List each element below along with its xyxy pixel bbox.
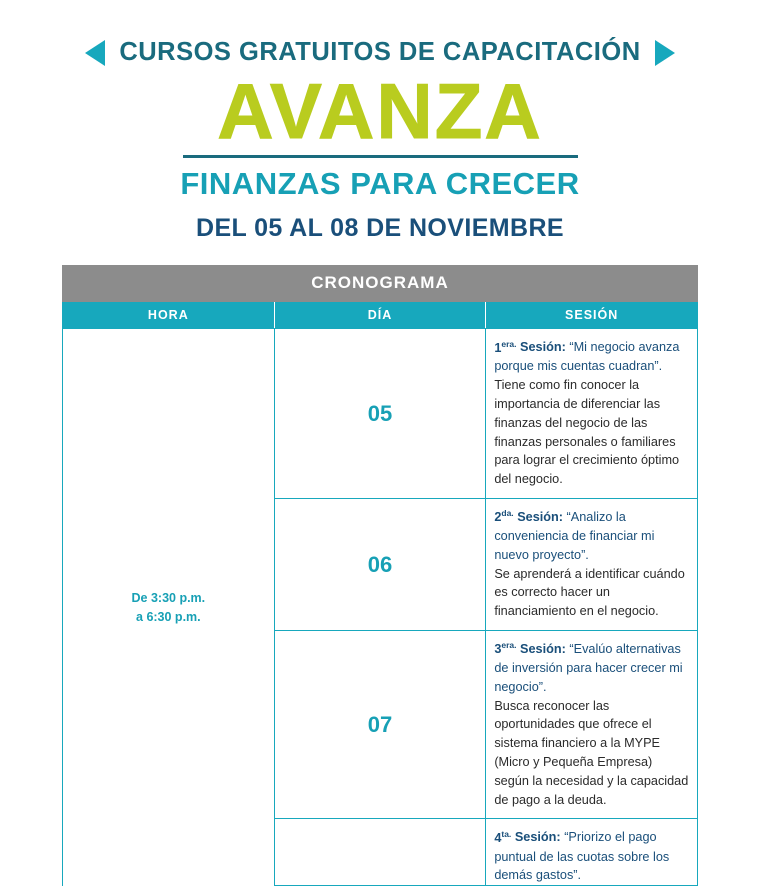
column-header-hora: HORA [63, 302, 275, 329]
dia-cell: 07 [274, 631, 486, 819]
table-banner-label: CRONOGRAMA [63, 266, 698, 302]
sesion-quote: “Evalúo alternativas de inversión para hacer crecer mi negocio”. [494, 642, 683, 694]
sesion-description: Tiene como fin conocer la importancia de diferenciar las finanzas del negocio de las finanzas personales o familiares para lograr el crecimiento óptimo del negocio. [494, 378, 680, 487]
sesion-label: Sesión: [517, 510, 564, 525]
sesion-ordinal: $4^{ta.}$ [494, 828, 512, 845]
page-title: AVANZA [217, 67, 543, 155]
sesion-quote: “Analizo la conveniencia de financiar mi nuevo proyecto”. [494, 510, 655, 562]
page-subtitle: FINANZAS PARA CRECER [180, 166, 580, 202]
triangle-left-icon [85, 40, 105, 66]
dia-cell: 06 [274, 499, 486, 631]
sesion-quote: “Mi negocio avanza porque mis cuentas cuadran”. [494, 340, 680, 374]
schedule-table-wrapper [62, 265, 698, 886]
sesion-ordinal: $1^{era.}$ [494, 338, 517, 355]
table-row [63, 329, 698, 499]
sesion-cell [486, 499, 698, 631]
event-dates: DEL 05 AL 08 DE NOVIEMBRE [196, 214, 564, 243]
sesion-quote: “Priorizo el pago puntual de las cuotas sobre los demás gastos”. [494, 830, 670, 883]
sesion-label: Sesión: [520, 642, 566, 657]
sesion-cell [486, 631, 698, 819]
sesion-description: Busca reconocer las oportunidades que ofrece el sistema financiero a la MYPE (Micro y Pequeña Empresa) según la necesidad y la capacidad de pago a la deuda. [494, 698, 689, 807]
triangle-right-icon [655, 40, 675, 66]
dia-cell [274, 819, 486, 886]
column-header-sesion: SESIÓN [486, 302, 698, 329]
poster-header [0, 0, 760, 243]
sesion-ordinal: $2^{da.}$ [494, 508, 514, 525]
title-divider [183, 155, 578, 158]
hora-line-1: De 3:30 p.m. [131, 591, 206, 606]
kicker-text: CURSOS GRATUITOS DE CAPACITACIÓN [119, 38, 641, 66]
table-banner-row [63, 266, 698, 302]
kicker-line [0, 38, 760, 67]
table-column-header-row [63, 302, 698, 329]
column-header-dia: DÍA [274, 302, 486, 329]
sesion-ordinal: $3^{era.}$ [494, 640, 517, 657]
sesion-cell [486, 819, 698, 886]
sesion-label: Sesión: [520, 340, 566, 355]
sesion-label: Sesión: [514, 830, 561, 845]
sesion-description: Se aprenderá a identificar cuándo es correcto hacer un financiamiento en el negocio. [494, 566, 685, 619]
schedule-table [62, 265, 698, 886]
hora-line-2: a 6:30 p.m. [136, 609, 201, 624]
hora-cell [63, 329, 275, 886]
sesion-cell [486, 329, 698, 499]
dia-cell: 05 [274, 329, 486, 499]
